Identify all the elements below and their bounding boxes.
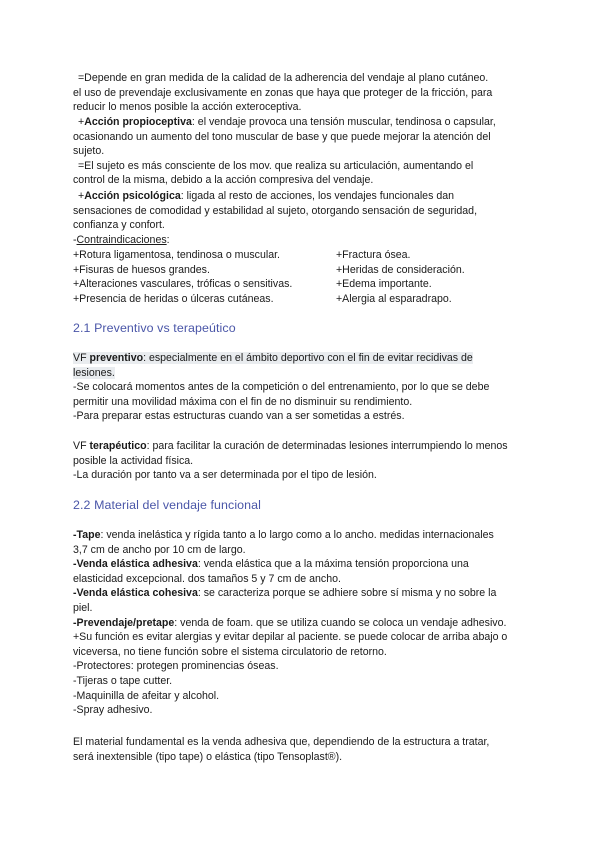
material-list [73, 528, 535, 718]
text-line: 3,7 cm de ancho por 10 cm de largo. [73, 543, 246, 556]
section-term: -Prevendaje/pretape [73, 616, 175, 629]
bullet-dash: - [73, 234, 77, 246]
text-line: =El sujeto es más consciente de los mov. que realiza su articulación, aumentando el [78, 159, 474, 172]
section-heading-2-2: 2.2 Material del vendaje funcional [73, 498, 262, 512]
final-paragraph [73, 735, 535, 764]
list-row [73, 263, 533, 278]
text-line: sujeto. [73, 145, 105, 158]
underlined-term: Contraindicaciones [76, 234, 167, 246]
text-span: : venda de foam. que se utiliza cuando se coloca un vendaje adhesivo. [174, 616, 507, 629]
list-item: +Alergia al esparadrapo. [336, 292, 452, 305]
text-line [73, 351, 535, 366]
text-line: -Maquinilla de afeitar y alcohol. [73, 689, 220, 702]
text-line: piel. [73, 601, 93, 614]
contraindications-list [73, 248, 533, 306]
list-item: +Presencia de heridas o úlceras cutáneas. [73, 292, 274, 305]
text-line: será inextensible (tipo tape) o elástica (tipo Tensoplast®). [73, 750, 343, 763]
text-line [73, 366, 535, 381]
text-line: ocasionando un aumento del tono muscular de base y que puede mejorar la atención del [73, 130, 491, 143]
text-line: sensaciones de comodidad y estabilidad al sujeto, otorgando sensación de seguridad, [73, 204, 478, 217]
psychological-paragraph [73, 189, 535, 233]
text-line: -Protectores: protegen prominencias óseas. [73, 660, 279, 673]
text-span: : para facilitar la curación de determinadas lesiones interrumpiendo lo menos [146, 440, 508, 452]
section-heading-2-1: 2.1 Preventivo vs terapeútico [73, 321, 236, 335]
list-item: +Fractura ósea. [336, 249, 411, 261]
text-line: viceversa, no tiene función sobre el sistema circulatorio de retorno. [73, 645, 387, 658]
list-item: +Fisuras de huesos grandes. [73, 263, 210, 276]
list-row [73, 248, 533, 263]
text-line: confianza y confort. [73, 219, 165, 232]
section-term: -Venda elástica cohesiva [73, 587, 198, 600]
list-item: +Edema importante. [336, 278, 432, 291]
list-item: +Heridas de consideración. [336, 263, 465, 276]
text-line: -Spray adhesivo. [73, 704, 153, 717]
preventive-paragraph [73, 351, 535, 424]
text-line [73, 557, 535, 572]
text-span: : el vendaje provoca una tensión muscular, tendinosa o capsular, [191, 116, 496, 128]
list-item: +Rotura ligamentosa, tendinosa o muscular. [73, 249, 280, 261]
text-line [73, 115, 535, 130]
adherence-paragraph [73, 71, 535, 115]
bullet-plus: + [78, 116, 85, 128]
text-line: +Su función es evitar alergias y evitar depilar al paciente. se puede colocar de arriba abajo o [73, 631, 508, 644]
text-line: =Depende en gran medida de la calidad de la adherencia del vendaje al plano cutáneo. [78, 72, 489, 84]
bullet-plus: + [78, 190, 85, 202]
text-line: -La duración por tanto va a ser determinada por el tipo de lesión. [73, 469, 377, 482]
text-span: VF [73, 352, 90, 364]
text-line [73, 233, 535, 248]
list-item: +Alteraciones vasculares, tróficas o sensitivas. [73, 278, 293, 291]
proprioceptive-paragraph [73, 115, 535, 188]
contraindications-title [73, 233, 535, 248]
text-line: -Para preparar estas estructuras cuando van a ser sometidas a estrés. [73, 410, 405, 423]
text-span: : [166, 234, 170, 246]
text-span: : especialmente en el ámbito deportivo con el fin de evitar recidivas de [143, 352, 473, 364]
text-line: control de la misma, debido a la acción compresiva del vendaje. [73, 174, 374, 187]
text-line [73, 528, 535, 543]
section-term: -Venda elástica adhesiva [73, 558, 198, 571]
text-line: reducir lo menos posible la acción exteroceptiva. [73, 101, 302, 114]
therapeutic-paragraph [73, 439, 535, 483]
text-line [73, 439, 535, 454]
highlighted-span [73, 352, 473, 364]
text-line: permitir una movilidad máxima con el fin de no disminuir su rendimiento. [73, 395, 413, 408]
section-term: Acción propioceptiva [84, 116, 192, 128]
text-line [73, 189, 535, 204]
text-line [73, 616, 535, 631]
text-span: : se caracteriza porque se adhiere sobre sí misma y no sobre la [197, 587, 497, 600]
text-line: el uso de prevendaje exclusivamente en zonas que haya que proteger de la fricción, para [73, 86, 493, 99]
text-line [73, 586, 535, 601]
list-row [73, 277, 533, 292]
section-term: Acción psicológica [84, 190, 181, 202]
highlighted-span: lesiones. [73, 366, 115, 379]
text-span: : venda elástica que a la máxima tensión proporciona una [197, 558, 469, 571]
text-line: -Tijeras o tape cutter. [73, 674, 173, 687]
text-line: El material fundamental es la venda adhesiva que, dependiendo de la estructura a tratar, [73, 736, 490, 748]
text-span: VF [73, 440, 90, 452]
list-row [73, 292, 533, 307]
section-term: preventivo [89, 352, 144, 364]
text-span: : venda inelástica y rígida tanto a lo largo como a lo ancho. medidas internacionales [100, 529, 494, 541]
text-line: posible la actividad física. [73, 454, 194, 467]
section-term: terapéutico [89, 440, 147, 452]
text-line: -Se colocará momentos antes de la competición o del entrenamiento, por lo que se debe [73, 381, 490, 394]
text-span: : ligada al resto de acciones, los vendajes funcionales dan [180, 190, 454, 202]
section-term: -Tape [73, 529, 101, 541]
text-line: elasticidad excepcional. dos tamaños 5 y 7 cm de ancho. [73, 572, 341, 585]
